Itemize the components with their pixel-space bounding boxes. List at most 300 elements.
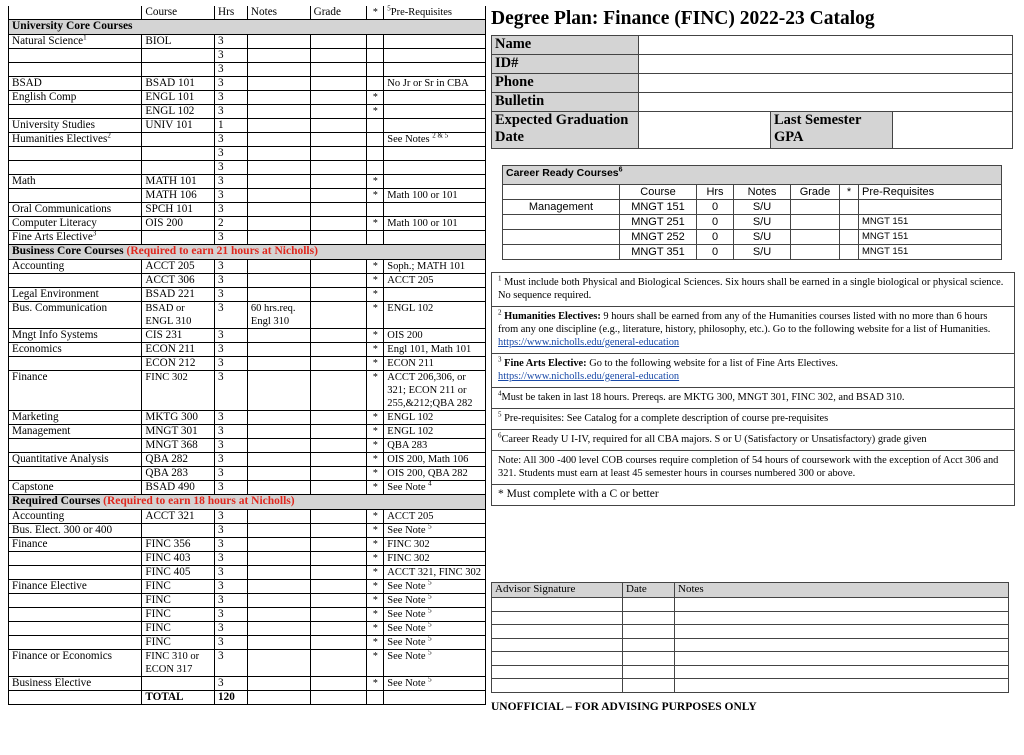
- advisor-date-cell[interactable]: [623, 598, 675, 612]
- notes-cell: [247, 371, 310, 411]
- career-header-hrs: Hrs: [697, 185, 734, 200]
- advisor-blank-row: [492, 679, 1009, 693]
- star-cell: *: [367, 566, 384, 580]
- hrs-cell: 3: [215, 439, 248, 453]
- advisor-signature-table: [491, 582, 1009, 693]
- prereq-cell: See Note $^4$: [384, 481, 486, 495]
- grade-cell[interactable]: [310, 439, 367, 453]
- advisor-date-cell[interactable]: [623, 665, 675, 679]
- course-row: [9, 411, 486, 425]
- area-cell: [9, 552, 142, 566]
- grade-cell[interactable]: [310, 161, 367, 175]
- course-cell: ECON 211: [142, 343, 215, 357]
- grade-cell[interactable]: [310, 49, 367, 63]
- prereq-cell: [384, 175, 486, 189]
- prereq-cell: FINC 302: [384, 552, 486, 566]
- course-cell: OIS 200: [142, 217, 215, 231]
- star-cell: [367, 35, 384, 49]
- expected-graduation-label: Expected Graduation Date: [492, 112, 639, 149]
- page-title: Degree Plan: Finance (FINC) 2022-23 Catalog: [491, 8, 875, 29]
- notes-cell: [247, 425, 310, 439]
- advisor-blank-row: [492, 665, 1009, 679]
- hrs-cell: 3: [215, 411, 248, 425]
- prereq-cell: See Notes $^{2 \& 5}$: [384, 133, 486, 147]
- notes-cell: [247, 63, 310, 77]
- hrs-cell: 120: [215, 691, 248, 705]
- notes-cell: [247, 77, 310, 91]
- hrs-cell: 3: [215, 650, 248, 677]
- course-cell: QBA 283: [142, 467, 215, 481]
- grade-cell[interactable]: [310, 524, 367, 538]
- course-row: [9, 91, 486, 105]
- notes-cell: [247, 552, 310, 566]
- career-grade-cell[interactable]: [791, 230, 840, 245]
- advisor-signature-cell[interactable]: [492, 638, 623, 652]
- notes-cell: [247, 467, 310, 481]
- career-grade-cell[interactable]: [791, 200, 840, 215]
- id-field[interactable]: [639, 55, 1013, 74]
- last-semester-gpa-label: Last Semester GPA: [771, 112, 893, 149]
- student-info-table: [491, 35, 1013, 149]
- course-cell: MNGT 301: [142, 425, 215, 439]
- career-hrs-cell: 0: [697, 245, 734, 260]
- header-grade: Grade: [310, 6, 367, 20]
- grade-cell[interactable]: [310, 35, 367, 49]
- advisor-signature-cell[interactable]: [492, 611, 623, 625]
- expected-graduation-field[interactable]: [639, 112, 771, 149]
- star-cell: [367, 231, 384, 245]
- career-course-cell: MNGT 251: [620, 215, 697, 230]
- star-cell: *: [367, 175, 384, 189]
- area-cell: Quantitative Analysis: [9, 453, 142, 467]
- course-cell: [142, 147, 215, 161]
- grade-cell[interactable]: [310, 650, 367, 677]
- section-label: Business Core Courses: [12, 245, 127, 257]
- prereq-cell: Engl 101, Math 101: [384, 343, 486, 357]
- advisor-signature-cell[interactable]: [492, 598, 623, 612]
- grade-cell[interactable]: [310, 594, 367, 608]
- course-cell: [142, 49, 215, 63]
- grade-cell[interactable]: [310, 411, 367, 425]
- area-cell: [9, 49, 142, 63]
- advisor-notes-cell[interactable]: [675, 611, 1009, 625]
- section-label: Required Courses: [12, 495, 104, 507]
- hrs-cell: 3: [215, 538, 248, 552]
- hrs-cell: 3: [215, 622, 248, 636]
- grade-cell[interactable]: [310, 622, 367, 636]
- general-note: Note: All 300 -400 level COB courses require completion of 54 hours of coursework with the exception of Acct 306 and 321. Students must earn at least 45 semester hours in courses numbered 300 or above.: [492, 451, 1014, 485]
- grade-cell[interactable]: [310, 425, 367, 439]
- grade-cell[interactable]: [310, 77, 367, 91]
- prereq-cell: OIS 200, QBA 282: [384, 467, 486, 481]
- grade-cell[interactable]: [310, 580, 367, 594]
- course-cell: [142, 231, 215, 245]
- grade-cell[interactable]: [310, 371, 367, 411]
- career-ready-header: [503, 185, 1002, 200]
- star-cell: *: [367, 467, 384, 481]
- career-area-cell: [503, 215, 620, 230]
- prereq-cell: FINC 302: [384, 538, 486, 552]
- notes-cell: [247, 274, 310, 288]
- notes-cell: [247, 288, 310, 302]
- course-row: [9, 49, 486, 63]
- course-row: [9, 594, 486, 608]
- grade-cell[interactable]: [310, 357, 367, 371]
- notes-cell: [247, 91, 310, 105]
- hrs-cell: 3: [215, 288, 248, 302]
- notes-cell: [247, 175, 310, 189]
- grade-cell[interactable]: [310, 231, 367, 245]
- grade-cell[interactable]: [310, 510, 367, 524]
- career-course-row: [503, 215, 1002, 230]
- advisor-blank-row: [492, 638, 1009, 652]
- grade-cell[interactable]: [310, 91, 367, 105]
- advisor-date-cell[interactable]: [623, 625, 675, 639]
- star-cell: [367, 49, 384, 63]
- grade-cell[interactable]: [310, 203, 367, 217]
- course-cell: [142, 161, 215, 175]
- prereq-cell: [384, 288, 486, 302]
- area-cell: Computer Literacy: [9, 217, 142, 231]
- course-row: [9, 175, 486, 189]
- star-cell: *: [367, 481, 384, 495]
- prereq-cell: Math 100 or 101: [384, 217, 486, 231]
- area-cell: Finance: [9, 371, 142, 411]
- career-course-row: [503, 200, 1002, 215]
- course-cell: FINC: [142, 622, 215, 636]
- advisor-notes-cell[interactable]: [675, 665, 1009, 679]
- advisor-date-cell[interactable]: [623, 638, 675, 652]
- notes-cell: [247, 677, 310, 691]
- notes-cell: [247, 481, 310, 495]
- course-cell: TOTAL: [142, 691, 215, 705]
- notes-cell: [247, 524, 310, 538]
- advisor-blank-row: [492, 652, 1009, 666]
- section-title: [9, 495, 486, 510]
- advisor-blank-row: [492, 625, 1009, 639]
- area-cell: Bus. Communication: [9, 302, 142, 329]
- name-field[interactable]: [639, 36, 1013, 55]
- course-row: [9, 77, 486, 91]
- course-cell: FINC: [142, 636, 215, 650]
- course-row: [9, 302, 486, 329]
- star-cell: *: [367, 425, 384, 439]
- course-row: [9, 481, 486, 495]
- hrs-cell: 3: [215, 161, 248, 175]
- header-area: [9, 6, 142, 20]
- advisor-signature-cell[interactable]: [492, 665, 623, 679]
- star-cell: [367, 77, 384, 91]
- grade-cell[interactable]: [310, 288, 367, 302]
- info-row-graduation: [492, 112, 1013, 149]
- career-hrs-cell: 0: [697, 230, 734, 245]
- notes-cell: [247, 260, 310, 274]
- prereq-cell: [384, 203, 486, 217]
- career-ready-body: [503, 166, 1002, 260]
- header-hrs: Hrs: [215, 6, 248, 20]
- area-cell: [9, 467, 142, 481]
- star-cell: *: [367, 288, 384, 302]
- star-cell: *: [367, 91, 384, 105]
- grade-cell[interactable]: [310, 274, 367, 288]
- course-row: [9, 439, 486, 453]
- hrs-cell: 3: [215, 371, 248, 411]
- star-cell: *: [367, 371, 384, 411]
- course-cell: MKTG 300: [142, 411, 215, 425]
- course-cell: ECON 212: [142, 357, 215, 371]
- career-course-cell: MNGT 151: [620, 200, 697, 215]
- hrs-cell: 3: [215, 594, 248, 608]
- course-row: [9, 622, 486, 636]
- hrs-cell: 3: [215, 91, 248, 105]
- star-cell: *: [367, 260, 384, 274]
- career-grade-cell[interactable]: [791, 215, 840, 230]
- advisor-blank-row: [492, 598, 1009, 612]
- star-cell: *: [367, 552, 384, 566]
- hrs-cell: 2: [215, 217, 248, 231]
- fine-arts-link[interactable]: https://www.nicholls.edu/general-education: [498, 371, 680, 382]
- footnote-2: $^2$ Humanities Electives: 9 hours shall be earned from any of the Humanities courses listed with no more than 6 hours from any one discipline (e.g., literature, history, philosophy, etc.). Go to the following website for a list of Humanities. https://www.nicholls.edu/general-education: [492, 307, 1014, 354]
- course-row: [9, 371, 486, 411]
- grade-cell[interactable]: [310, 343, 367, 357]
- star-cell: [367, 63, 384, 77]
- prereq-cell: [384, 231, 486, 245]
- grade-cell[interactable]: [310, 133, 367, 147]
- career-notes-cell: S/U: [734, 200, 791, 215]
- course-row: [9, 260, 486, 274]
- notes-cell: [247, 608, 310, 622]
- hrs-cell: 3: [215, 147, 248, 161]
- area-cell: University Studies: [9, 119, 142, 133]
- grade-cell[interactable]: [310, 608, 367, 622]
- course-cell: FINC: [142, 580, 215, 594]
- course-row: [9, 217, 486, 231]
- notes-cell: [247, 105, 310, 119]
- notes-cell: [247, 650, 310, 677]
- career-header-prereq: Pre-Requisites: [859, 185, 1002, 200]
- grade-cell[interactable]: [310, 691, 367, 705]
- area-cell: [9, 622, 142, 636]
- hrs-cell: 3: [215, 453, 248, 467]
- career-grade-cell[interactable]: [791, 245, 840, 260]
- grade-cell[interactable]: [310, 329, 367, 343]
- hrs-cell: 3: [215, 608, 248, 622]
- notes-cell: [247, 580, 310, 594]
- star-cell: *: [367, 302, 384, 329]
- prereq-cell: See Note $^5$: [384, 636, 486, 650]
- grade-cell[interactable]: [310, 189, 367, 203]
- area-cell: [9, 636, 142, 650]
- header-notes: Notes: [247, 6, 310, 20]
- course-row: [9, 425, 486, 439]
- course-row: [9, 650, 486, 677]
- section-requirement: (Required to earn 18 hours at Nicholls): [103, 495, 295, 507]
- notes-cell: [247, 35, 310, 49]
- course-table-body: [9, 6, 486, 705]
- prereq-cell: ENGL 102: [384, 302, 486, 329]
- bulletin-label: Bulletin: [492, 93, 639, 112]
- prereq-cell: ECON 211: [384, 357, 486, 371]
- advisor-date-cell[interactable]: [623, 652, 675, 666]
- career-hrs-cell: 0: [697, 200, 734, 215]
- header-prereq: $^5$Pre-Requisites: [384, 6, 486, 20]
- grade-cell[interactable]: [310, 453, 367, 467]
- section-title: [9, 245, 486, 260]
- course-row: [9, 329, 486, 343]
- footnote-6: $^6$Career Ready U I-IV, required for all CBA majors. S or U (Satisfactory or Unsatisfactory) grade given: [492, 430, 1014, 451]
- course-cell: ACCT 205: [142, 260, 215, 274]
- prereq-cell: QBA 283: [384, 439, 486, 453]
- course-cell: FINC 403: [142, 552, 215, 566]
- grade-cell[interactable]: [310, 538, 367, 552]
- last-semester-gpa-field[interactable]: [893, 112, 1013, 149]
- grade-cell[interactable]: [310, 260, 367, 274]
- career-star-cell: [840, 200, 859, 215]
- advisor-notes-cell[interactable]: [675, 598, 1009, 612]
- area-cell: English Comp: [9, 91, 142, 105]
- hrs-cell: 3: [215, 524, 248, 538]
- grade-cell[interactable]: [310, 636, 367, 650]
- area-cell: Marketing: [9, 411, 142, 425]
- prereq-cell: See Note $^5$: [384, 580, 486, 594]
- course-row: [9, 343, 486, 357]
- career-prereq-cell: MNGT 151: [859, 230, 1002, 245]
- notes-cell: [247, 636, 310, 650]
- grade-cell[interactable]: [310, 105, 367, 119]
- phone-label: Phone: [492, 74, 639, 93]
- area-cell: Accounting: [9, 510, 142, 524]
- course-cell: ENGL 101: [142, 91, 215, 105]
- course-cell: ENGL 102: [142, 105, 215, 119]
- bulletin-field[interactable]: [639, 93, 1013, 112]
- hrs-cell: 3: [215, 49, 248, 63]
- grade-cell[interactable]: [310, 302, 367, 329]
- star-cell: *: [367, 677, 384, 691]
- area-cell: Finance or Economics: [9, 650, 142, 677]
- course-cell: BSAD 490: [142, 481, 215, 495]
- star-cell: *: [367, 343, 384, 357]
- phone-field[interactable]: [639, 74, 1013, 93]
- course-cell: UNIV 101: [142, 119, 215, 133]
- course-row: [9, 510, 486, 524]
- grade-cell[interactable]: [310, 552, 367, 566]
- grade-cell[interactable]: [310, 147, 367, 161]
- area-cell: [9, 63, 142, 77]
- star-cell: *: [367, 411, 384, 425]
- footnote-5: $^5$ Pre-requisites: See Catalog for a complete description of course pre-requisites: [492, 409, 1014, 430]
- area-cell: Accounting: [9, 260, 142, 274]
- prereq-cell: Math 100 or 101: [384, 189, 486, 203]
- advisor-notes-cell[interactable]: [675, 638, 1009, 652]
- notes-cell: [247, 566, 310, 580]
- area-cell: Finance: [9, 538, 142, 552]
- career-star-cell: [840, 215, 859, 230]
- advisor-date-cell[interactable]: [623, 611, 675, 625]
- career-header-star: *: [840, 185, 859, 200]
- course-cell: SPCH 101: [142, 203, 215, 217]
- course-row: [9, 274, 486, 288]
- advisor-date-cell[interactable]: [623, 679, 675, 693]
- hrs-cell: 3: [215, 580, 248, 594]
- star-cell: [367, 147, 384, 161]
- hrs-cell: 3: [215, 552, 248, 566]
- prereq-cell: See Note $^5$: [384, 650, 486, 677]
- star-cell: [367, 119, 384, 133]
- course-row: [9, 288, 486, 302]
- grade-cell[interactable]: [310, 467, 367, 481]
- advisor-notes-cell[interactable]: [675, 625, 1009, 639]
- humanities-link[interactable]: https://www.nicholls.edu/general-education: [498, 337, 680, 348]
- career-prereq-cell: MNGT 151: [859, 245, 1002, 260]
- course-row: [9, 161, 486, 175]
- prereq-cell: ACCT 205: [384, 510, 486, 524]
- total-row: [9, 691, 486, 705]
- course-cell: FINC 302: [142, 371, 215, 411]
- prereq-cell: See Note $^5$: [384, 677, 486, 691]
- hrs-cell: 3: [215, 636, 248, 650]
- advisor-signature-cell[interactable]: [492, 652, 623, 666]
- hrs-cell: 3: [215, 467, 248, 481]
- prereq-cell: ACCT 206,306, or 321; ECON 211 or 255,&212;QBA 282: [384, 371, 486, 411]
- grade-cell[interactable]: [310, 566, 367, 580]
- grade-cell[interactable]: [310, 175, 367, 189]
- course-row: [9, 189, 486, 203]
- course-row: [9, 524, 486, 538]
- unofficial-disclaimer: UNOFFICIAL – FOR ADVISING PURPOSES ONLY: [491, 701, 757, 713]
- area-cell: Management: [9, 425, 142, 439]
- area-cell: Oral Communications: [9, 203, 142, 217]
- area-cell: [9, 161, 142, 175]
- course-row: [9, 566, 486, 580]
- career-course-cell: MNGT 252: [620, 230, 697, 245]
- notes-cell: [247, 411, 310, 425]
- hrs-cell: 3: [215, 189, 248, 203]
- hrs-cell: 3: [215, 175, 248, 189]
- career-header-area: [503, 185, 620, 200]
- course-cell: BSAD or ENGL 310: [142, 302, 215, 329]
- notes-cell: [247, 49, 310, 63]
- course-row: [9, 357, 486, 371]
- star-cell: [367, 133, 384, 147]
- hrs-cell: 1: [215, 119, 248, 133]
- star-cell: *: [367, 439, 384, 453]
- grade-cell[interactable]: [310, 119, 367, 133]
- advisor-signature-cell[interactable]: [492, 625, 623, 639]
- notes-cell: [247, 189, 310, 203]
- career-ready-title: Career Ready Courses$^6$: [503, 166, 1002, 185]
- info-row-name: [492, 36, 1013, 55]
- prereq-cell: See Note $^5$: [384, 524, 486, 538]
- advisor-notes-header: Notes: [675, 583, 1009, 598]
- career-prereq-cell: MNGT 151: [859, 215, 1002, 230]
- grade-cell[interactable]: [310, 217, 367, 231]
- grade-cell[interactable]: [310, 677, 367, 691]
- area-cell: Mngt Info Systems: [9, 329, 142, 343]
- prereq-cell: OIS 200, Math 106: [384, 453, 486, 467]
- area-cell: Bus. Elect. 300 or 400: [9, 524, 142, 538]
- advisor-notes-cell[interactable]: [675, 679, 1009, 693]
- advisor-notes-cell[interactable]: [675, 652, 1009, 666]
- grade-cell[interactable]: [310, 63, 367, 77]
- prereq-cell: [384, 147, 486, 161]
- star-cell: [367, 203, 384, 217]
- career-course-row: [503, 245, 1002, 260]
- grade-cell[interactable]: [310, 481, 367, 495]
- advisor-signature-cell[interactable]: [492, 679, 623, 693]
- prereq-cell: ENGL 102: [384, 411, 486, 425]
- prereq-cell: [384, 91, 486, 105]
- section-header-row: [9, 20, 486, 35]
